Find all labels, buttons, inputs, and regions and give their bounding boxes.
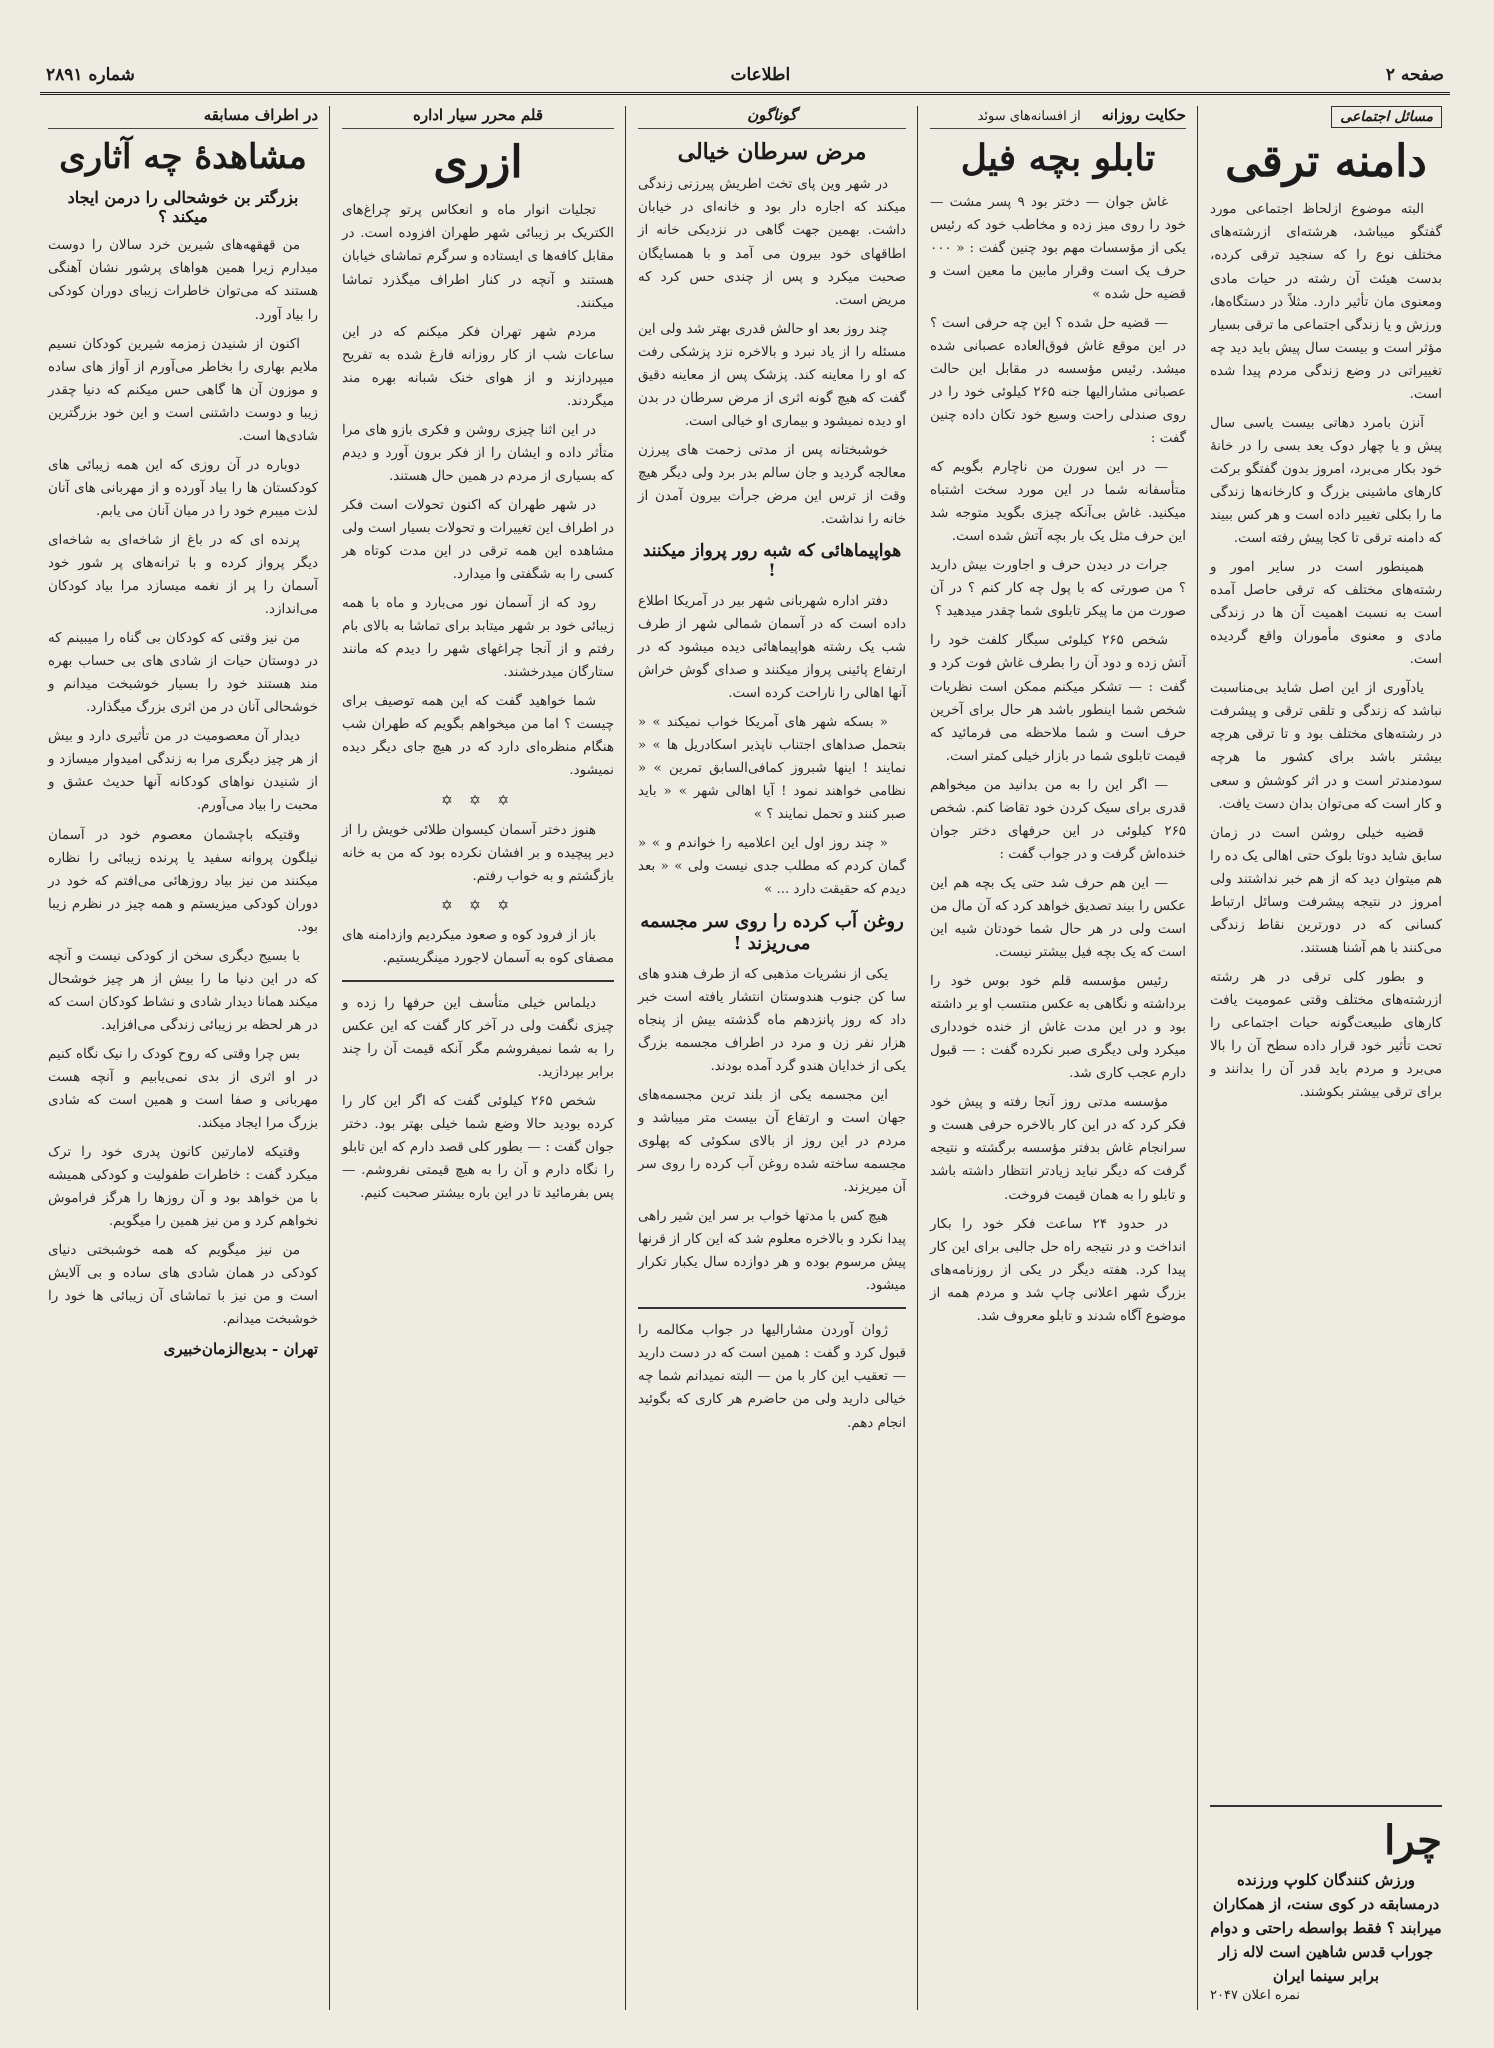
paragraph: — اگر این را به من بدانید من میخواهم قدری برای سیک کردن خود تقاضا کنم. شخص ۲۶۵ کیلوئی در این حرفهای دختر جوان خنده‌اش گرفت و در جواب گفت : xyxy=(930,777,1186,862)
issue-number: شماره ۲۸۹۱ xyxy=(46,65,135,85)
paragraph: شخص ۲۶۵ کیلوئی سیگار کلفت خود را آتش زده و دود آن را بطرف غاش فوت کرد و گفت : — تشکر میکنم ممکن است نظریات شخص شما اینطور باشد هر حال برای آخرین حرف است و شما ملاحظه می فرمائید که قیمت تابلوی شما در بازار خیلی کمتر است. xyxy=(930,633,1186,764)
paragraph: غاش جوان — دختر بود ۹ پسر مشت — خود را روی میز زده و مخاطب خود که رئیس یکی از مؤسسات مهم بود چنین گفت : « ۰۰۰ حرف یک است وقرار مابین ما معین است و قضیه حل شده » xyxy=(930,194,1186,302)
column-miscellany xyxy=(630,106,914,2010)
article-title: ازری xyxy=(433,137,523,188)
paragraph: دیلماس خیلی متأسف این حرفها را زده و چیزی نگفت ولی در آخر کار گفت که این عکس را به شما نمیفروشم مگر آنکه قیمت آن را چند برابر بپردازید. xyxy=(342,995,614,1081)
page-number: صفحه ۲ xyxy=(1385,65,1444,85)
kicker-text: حکایت روزانه xyxy=(1101,106,1186,124)
paragraph: در شهر وین پای تخت اطریش پیرزنی زندگی میکند که اجاره دار بود و خانه‌ای در خیابان داشت. بهمین جهت گاهی در نزدیکی خانه از اطاقهای خود بیرون می آمد و با همسایگان صحبت میکرد و پس از چندی حس کرد که مریض است. xyxy=(638,177,906,308)
column-social-issues xyxy=(1202,106,1450,2010)
paragraph: بس چرا وقتی که روح کودک را نیک نگاه کنیم در او اثری از بدی نمی‌یابیم و آنچه هست مهربانی و صفا است و همین است که شادی بزرگ مرا ایجاد میکند. xyxy=(48,1046,318,1132)
column-rule xyxy=(917,106,918,2010)
article-body xyxy=(1210,198,1442,1104)
paragraph: مردم شهر تهران فکر میکنم که در این ساعات شب از کار روزانه فارغ شده به تفریح میپردازند و از هوای خنک شبانه بهره مند میگردند. xyxy=(342,324,614,409)
paragraph: همینطور است در سایر امور و رشته‌های مختلف که ترقی حاصل آمده است به نسبت اهمیت آن ها در زندگی مادی و معنوی مأموران واقع گردیده است. xyxy=(1210,560,1442,668)
section-separator: ✡ ✡ ✡ xyxy=(440,897,516,914)
paragraph: دوباره در آن روزی که این همه زیبائی های کودکستان ها را بیاد آورده و از مهربانی های آنان لذت میبرم خود را در میان آنان می یابم. xyxy=(48,457,318,519)
column-kicker: در اطراف مسابقه xyxy=(48,106,318,129)
paragraph: مؤسسه مدتی روز آنجا رفته و پیش خود فکر کرد که در این کار بالاخره حرفی هست و سرانجام غاش بدفتر مؤسسه برگشته و نتیجه گرفت که دیگر نباید زیادتر انتظار داشته باشد و تابلو را به همان قیمت فروخت. xyxy=(930,1095,1186,1203)
paragraph: شخص ۲۶۵ کیلوئی گفت که اگر این کار را کرده بودید حالا وضع شما خیلی بهتر بود. دختر جوان گفت : — بطور کلی قصد دارم که این تابلو را نگاه دارم و آن را به هیچ قیمتی نفروشم. — پس بفرمائید تا در این باره بیشتر صحبت کنیم. xyxy=(342,1094,614,1202)
column-rule xyxy=(1197,106,1198,2010)
paragraph: — این هم حرف شد حتی یک بچه هم این عکس را بیند تصدیق خواهد کرد که آن مال من است ولی در هر حال شما خودتان شیه این است که یک بچه فیل بیشتر نیست. xyxy=(930,875,1186,961)
paragraph: البته موضوع ازلحاظ اجتماعی مورد گفتگو میباشد، هرشته‌ای ازرشته‌های مختلف نوع را که سنجید ترقی کرده، بدست هیئت آن رشته در حیات مادی ومعنوی مان تأثیر دارد. مثلاً در دستگاه‌ها، ورزش و یا زندگی اجتماعی ما ترقی بسیار مؤثر است و بیست سال پیش باید دید چه تغییراتی در وضع زندگی مردم پیدا شده است. xyxy=(1210,202,1442,402)
article-subtitle: بزرگتر بن خوشحالی را درمن ایجاد میکند ؟ xyxy=(67,188,299,227)
paragraph: « چند روز اول این اعلامیه را خواندم و » « گمان کردم که مطلب جدی نیست ولی » « بعد دیدم که حقیقت دارد ... » xyxy=(638,836,906,898)
article-title: دامنه ترقی xyxy=(1225,136,1427,187)
section-logo: مسائل اجتماعی xyxy=(1331,106,1442,128)
column-azari xyxy=(334,106,622,2010)
ad-body: ورزش کنندگان کلوپ ورزنده درمسابقه در کوی سنت، از همکاران میرابند ؟ فقط بواسطه راحتی و دوام جوراب قدس شاهین است لاله زار برابر سینما ایران xyxy=(1210,1871,1442,1985)
column-kicker xyxy=(1210,106,1442,128)
paragraph: جرات در دیدن حرف و اجاورت بیش دارید ؟ من صورتی که با پول چه کار کنم ؟ در آن صورت من ما پیکر تابلوی شما چقدر میدهید ؟ xyxy=(930,558,1186,620)
column-kicker xyxy=(930,106,1186,129)
article-body xyxy=(930,191,1186,1328)
paragraph: ژوان آوردن مشارالیها در جواب مکالمه را قبول کرد و گفت : همین است که در دست دارید — تعقیب این کار با من — البته نمیدانم شما چه خیالی دارید ولی من حاضرم هر کاری که بگوئید انجام دهم. xyxy=(638,1323,906,1431)
paragraph: « بسکه شهر های آمریکا خواب نمیکند » « بتحمل صداهای اجتناب ناپذیر اسکادریل ها » « نمایند ! اینها شبروز کمافی‌السابق تمرین » « نظامی خواهند نمود ! آیا اهالی شهر » « باید صبر کنند و تحمل نمایند ؟ » xyxy=(638,715,906,823)
article-body xyxy=(638,590,906,902)
paragraph: — قضیه حل شده ؟ این چه حرفی است ؟ در این موقع غاش فوق‌العاده عصبانی شده میشد. رئیس مؤسسه در مقابل این حالت عصبانی مشارالیها جنه ۲۶۵ کیلوئی خود را در روی صندلی راحت وسیع خود تکان داده چنین گفت : xyxy=(930,315,1186,447)
section-separator: ✡ ✡ ✡ xyxy=(440,792,516,809)
paragraph: وقتیکه لامارتین کانون پدری خود را ترک میکرد گفت : خاطرات طفولیت و کودکی همیشه با من خواهد بود و آن روزها را هرگز فراموش نخواهم کرد و من نیز همین را میگویم. xyxy=(48,1145,318,1230)
article-title: مشاهدهٔ چه آثاری xyxy=(59,137,307,177)
ad-title: چرا xyxy=(1384,1817,1442,1864)
paragraph: این مجسمه یکی از بلند ترین مجسمه‌های جهان است و ارتفاع آن بیست متر میباشد و مردم در این روز از بالای سکوئی که پهلوی مجسمه ساخته شده روغن آب کرده را روی سر آن میریزند. xyxy=(638,1087,906,1196)
paragraph: و بطور کلی ترقی در هر رشته ازرشته‌های مختلف وقتی عمومیت یافت کارهای طبیعت‌گونه حیات اجتماعی را تحت تأثیر خود قرار داده سطح آن را بالا می‌برد و مردم باید قدر آن را بدانند و برای ترقی بیشتر بکوشند. xyxy=(1210,969,1442,1101)
paragraph: خوشبختانه پس از مدتی زحمت های پیرزن معالجه گردید و جان سالم بدر برد ولی دیگر هیچ وقت از ترس این مرض جرأت بیرون آمدن از خانه را نداشت. xyxy=(638,442,906,528)
paragraph: در حدود ۲۴ ساعت فکر خود را بکار انداخت و در نتیجه راه حل جالبی برای این کار پیدا کرد. هفته دیگر در یکی از روزنامه‌های بزرگ شهر اعلانی چاپ شد و مردم همه از موضوع آگاه شدند و تابلو معروف شد. xyxy=(930,1216,1186,1324)
paragraph: هنوز دختر آسمان کیسوان طلائی خویش را از دیر پیچیده و بر افشان نکرده بود که من به خانه بازگشتم و به خواب رفتم. xyxy=(342,822,614,884)
paragraph: دفتر اداره شهربانی شهر بیر در آمریکا اطلاع داده است که در آسمان شمالی شهر از طرف شب یک رشته هواپیماهائی دیده میشود که در ارتفاع پائینی پرواز میکنند و صدای گوش خراش آنها اهالی را ناراحت کرده است. xyxy=(638,593,906,702)
article-title: تابلو بچه فیل xyxy=(960,137,1156,179)
advertisement-box xyxy=(1202,1795,1450,2010)
paragraph: من نیز میگویم که همه خوشبختی دنیای کودکی در همان شادی های ساده و بی آلایش است و من نیز با تماشای آن زیبائی ها خود را خوشبخت میدانم. xyxy=(48,1243,318,1328)
masthead xyxy=(40,58,1450,95)
article-title: هواپیماهائی که شبه رور پرواز میکنند ! xyxy=(642,541,902,582)
paragraph: رئیس مؤسسه قلم خود بوس خود را برداشته و نگاهی به عکس منتسب او بر داشته بود و در این مدت غاش از خنده خودداری میکرد ولی دیگری صبر نکرده گفت : — قبول دارم عجب کاری شد. xyxy=(930,974,1186,1082)
paragraph: تجلیات انوار ماه و انعکاس پرتو چراغ‌های الکتریک بر زیبائی شهر طهران افزوده است. در مقابل کافه‌ها ی ایستاده و سرگرم تماشای خیابان هستند و آنچه در کنار اطراف میگذرد تماشا میکنند. xyxy=(342,203,614,311)
article-title: مرض سرطان خیالی xyxy=(677,139,867,165)
paragraph: باز از فرود کوه و صعود میکردیم وازدامنه های مصفای کوه به آسمان لاجورد مینگریستیم. xyxy=(342,927,614,966)
paragraph: در شهر طهران که اکنون تحولات است فکر در اطراف این تغییرات و تحولات بسیار است ولی مشاهده این همه ترقی در این مدت کوتاه هر کسی را به شگفتی وا میدارد. xyxy=(342,497,614,583)
column-rule xyxy=(625,106,626,2010)
paragraph: چند روز بعد او حالش قدری بهتر شد ولی این مسئله را از یاد نبرد و بالاخره نزد پزشکی رفت که او را معاینه کند. پزشک پس از معاینه دقیق گفت که هیچ گونه اثری از مرض سرطان در بدن او دیده نمیشود و بیماری او خیالی است. xyxy=(638,321,906,429)
paragraph: — در این سورن من ناچارم بگویم که متأسفانه شما در این مورد سخت اشتباه میکنید. غاش بی‌آنکه چیزی بگوید متوجه شد این حرف مثل یک بار بچه آتش شده است. xyxy=(930,460,1186,545)
column-daily-story xyxy=(922,106,1194,2010)
column-kicker: قلم محرر سیار اداره xyxy=(342,106,614,129)
paragraph: پرنده ای که در باغ از شاخه‌ای به شاخه‌ای دیگر پرواز کرده و با ترانه‌های پر شور خود آسمان را پر از نغمه میسازد مرا بیاد کودکان می‌اندازد. xyxy=(48,532,318,618)
paragraph: در این اثنا چیزی روشن و فکری بازو های مرا متأثر داده و ایشان را از فکر برون آورد و دیدم که بسیاری از مردم در همین حال هستند. xyxy=(342,422,614,484)
paragraph: رود که از آسمان نور می‌بارد و ماه با همه زیبائی خود بر شهر میتابد برای تماشا به بالای بام رفتم و از آنجا چراغهای شهر را دیدم که مانند ستارگان میدرخشند. xyxy=(342,596,614,681)
column-rule xyxy=(329,106,330,2010)
article-body xyxy=(638,963,906,1435)
article-body xyxy=(48,234,318,1331)
article-body xyxy=(342,199,614,1205)
paragraph: قضیه خیلی روشن است در زمان سابق شاید دوتا بلوک حتی اهالی یک ده را هم میتوان دید که از هم خبر نداشتند ولی امروز در نتیجه پیشرفت وسائل ارتباط کسانی که در دورترین نقاط زندگی می‌کنند با هم آشنا هستند. xyxy=(1210,825,1442,956)
paragraph: یادآوری از این اصل شاید بی‌مناسبت نباشد که زندگی و تلقی ترقی و پیشرفت در رشته‌های مختلف بود و تا ترقی هرچه بیشتر باشد برای کشور ما هرچه سودمندتر است و در اثر کوشش و سعی و کار است که می‌توان بدان دست یافت. xyxy=(1210,681,1442,812)
paragraph: من نیز وقتی که کودکان بی گناه را میبینم که در دوستان حیات از شادی های بی حساب بهره مند هستند خود را بسیار خوشبخت میدانم و خوشحالی آنان در من اثری بزرگ میگذارد. xyxy=(48,631,318,716)
ad-number: نمره اعلان ۲۰۴۷ xyxy=(1210,1988,1300,2003)
author-signature: تهران - بدیع‌الزمان‌خبیری xyxy=(163,1339,318,1358)
paragraph: من قهقهه‌های شیرین خرد سالان را دوست میدارم زیرا همین هواهای پرشور نشان آهنگی هستند که می‌توان خاطرات زیبای دوران کودکی را بیاد آورد. xyxy=(48,238,318,323)
paragraph: شما خواهید گفت که این همه توصیف برای چیست ؟ اما من میخواهم بگویم که طهران شب هنگام منظره‌ای دارد که در هیچ جای دیگر دیده نمیشود. xyxy=(342,694,614,779)
newspaper-page xyxy=(40,50,1450,2010)
paragraph: وقتیکه باچشمان معصوم خود در آسمان نیلگون پروانه سفید یا پرنده زیبائی را نظاره میکنند من نیز بیاد روزهائی می‌افتم که خود در دوران کودکی میزیستم و همه چیز در نظرم زیبا بود. xyxy=(48,827,318,935)
paragraph: آنزن بامرد دهاتی بیست یاسی سال پیش و یا چهار دوک یعد بسی را در خانهٔ خود بکار می‌برد، امروز بدون گفتگو برکت کارهای ماشینی بزرگ و کارخانه‌ها زندگی ما را بکلی تغییر داده است و هر کس ببیند که دامنه ترقی تا کجا پیش رفته است. xyxy=(1210,415,1442,547)
article-title: روغن آب کرده را روی سر مجسمه می‌ریزند ! xyxy=(640,911,904,955)
paragraph: اکنون از شنیدن زمزمه شیرین کودکان نسیم ملایم بهاری را بخاطر می‌آورم از آواز های ساده و موزون آن ها گاهی حس میکنم که دنیا چقدر زیبا و دوست داشتنی است و این خود بزرگترین شادی‌ها است. xyxy=(48,336,318,444)
paragraph: با بسیج دیگری سخن از کودکی نیست و آنچه که در این دنیا ما را بیش از هر چیز خوشحال میکند همانا دیدار شادی و نشاط کودکان است که در هر لحظه بر زیبائی زندگی می‌افزاید. xyxy=(48,948,318,1033)
divider xyxy=(1210,1805,1442,1807)
paragraph: دیدار آن معصومیت در من تأثیری دارد و بیش از هر چیز دیگری مرا به زندگی امیدوار میسازد و از شنیدن نواهای کودکانه آنها حدیث عشق و محبت را بیاد می‌آورم. xyxy=(48,729,318,814)
paragraph: هیچ کس با مدتها خواب بر سر این شیر راهی پیدا نکرد و بالاخره معلوم شد که این کار از قرنها پیش مرسوم بوده و هر دوازده سال یکبار تکرار میشود. xyxy=(638,1209,906,1294)
divider xyxy=(342,980,614,982)
column-competition xyxy=(40,106,326,2010)
byline: از افسانه‌های سوئد xyxy=(977,109,1081,124)
divider xyxy=(638,1307,906,1309)
newspaper-name: اطلاعات xyxy=(730,65,791,85)
paragraph: یکی از نشریات مذهبی که از طرف هندو های سا کن جنوب هندوستان انتشار یافته است خبر داد که روز پانزدهم ماه گذشته بیش از پنجاه هزار نفر زن و مرد در اطراف مجسمه بزرگ یکی از خدایان هندو گرد آمده بودند. xyxy=(638,966,906,1074)
column-kicker: گوناگون xyxy=(638,106,906,129)
article-body xyxy=(638,173,906,531)
